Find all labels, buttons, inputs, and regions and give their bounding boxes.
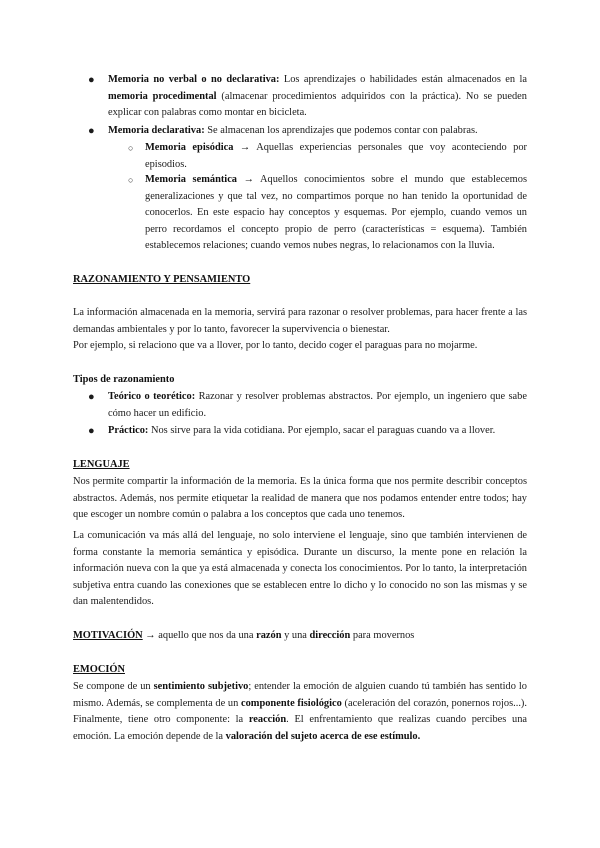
paragraph-text: Por ejemplo, si relaciono que va a llover, por lo tanto, decido coger el paraguas para no mojarme. <box>73 340 478 351</box>
item-text: → Aquellos conocimientos sobre el mundo que establecemos generalizaciones y que tal vez, no compartimos porque no han tenido la oportunidad de conocerlos. En este espacio hay conceptos y esquemas. Por ejemplo, cuando vemos un perro recordamos el concepto propio de perro (características = esquema). También establecemos relaciones; cuando vemos nubes negras, lo relacionamos con la lluvia. <box>145 174 527 251</box>
heading-lenguaje <box>73 457 527 474</box>
term-memoria-episodica: Memoria episódica <box>145 142 234 153</box>
list-item-teorico <box>88 389 527 422</box>
bullet-icon: ● <box>88 391 95 403</box>
paragraph-text <box>73 679 527 745</box>
term-direccion: dirección <box>309 630 351 641</box>
term-sentimiento-subjetivo: sentimiento subjetivo <box>153 681 249 692</box>
bullet-icon: ● <box>88 125 95 137</box>
item-text: Razonar y resolver problemas abstractos. Por ejemplo, un ingeniero que sabe cómo hacer un edificio. <box>108 391 527 419</box>
paragraph-text: La comunicación va más allá del lenguaje, no solo interviene el lenguaje, sino que también intervienen de forma constante la memoria semántica y episódica. Durante un discurso, la mente pone en relación la información nueva con la que ya está almacenada y conecta los conocimientos. Por lo tanto, la interpretación subjetiva entra cuando las conexiones que se establecen entre lo dicho y lo conocido no son las mismas y se dan malentendidos. <box>73 530 527 607</box>
item-text: → Aquellas experiencias personales que voy aconteciendo por episodios. <box>145 142 527 170</box>
paragraph-razonamiento <box>73 305 527 355</box>
term-reaccion: reacción <box>248 714 287 725</box>
bullet-icon: ● <box>88 425 95 437</box>
subheading-text: Tipos de razonamiento <box>73 374 175 385</box>
list-item-practico <box>88 423 527 440</box>
circle-bullet-icon: ○ <box>128 175 134 185</box>
inline-text: . El enfrentamiento que realizas cuando percibes una emoción. La emoción depende de la <box>73 714 527 742</box>
subheading-tipos-razonamiento <box>73 372 527 389</box>
list-item-memoria-no-verbal <box>88 72 527 122</box>
item-text: Los aprendizajes o habilidades están almacenados en la <box>279 74 527 85</box>
term-practico: Práctico: <box>108 425 149 436</box>
heading-razonamiento <box>73 272 527 289</box>
term-teorico: Teórico o teorético: <box>108 391 196 402</box>
inline-text: (aceleración del corazón, ponernos rojos...). Finalmente, tiene otro componente: la <box>73 697 527 725</box>
term-valoracion: valoración del sujeto acerca de ese estímulo. <box>225 730 421 742</box>
item-text: (almacenar procedimientos adquiridos con la práctica). No se pueden explicar con palabras como montar en bicicleta. <box>108 90 527 118</box>
term-componente-fisiologico: componente fisiológico <box>241 697 342 709</box>
term-razon: razón <box>256 630 282 641</box>
sublist-item-memoria-semantica <box>128 172 527 255</box>
paragraph-text: Nos permite compartir la información de la memoria. Es la única forma que nos permite describir conceptos abstractos. Además, nos permite etiquetar la realidad de manera que nos podamos entender entre todos; hay que escoger un nombre común o palabra a los conceptos que cada uno tenemos. <box>73 476 527 520</box>
sublist-item-memoria-episodica <box>128 140 527 173</box>
paragraph-emocion <box>73 679 527 745</box>
circle-bullet-icon: ○ <box>128 143 134 153</box>
item-text: Se almacenan los aprendizajes que podemos contar con palabras. <box>204 125 478 136</box>
section-heading: MOTIVACIÓN <box>73 630 143 641</box>
term-memoria-semantica: Memoria semántica <box>145 174 238 185</box>
inline-text: → aquello que nos da una <box>142 630 257 641</box>
term-memoria-no-verbal: Memoria no verbal o no declarativa: <box>108 74 280 85</box>
term-memoria-procedimental: memoria procedimental <box>108 90 217 102</box>
inline-text: y una <box>281 630 310 641</box>
paragraph-text: La información almacenada en la memoria, servirá para razonar o resolver problemas, para hacer frente a las demandas ambientales y por lo tanto, favorecer la supervivencia o bienestar. <box>73 307 527 335</box>
list-item-memoria-declarativa <box>88 123 527 140</box>
motivacion-line <box>73 628 527 645</box>
inline-text: para movernos <box>350 630 415 641</box>
section-heading: LENGUAJE <box>73 459 130 470</box>
section-heading: EMOCIÓN <box>73 664 125 675</box>
item-text: Nos sirve para la vida cotidiana. Por ejemplo, sacar el paraguas cuando va a llover. <box>148 425 496 436</box>
heading-emocion <box>73 662 527 679</box>
term-memoria-declarativa: Memoria declarativa: <box>108 125 205 136</box>
paragraph-lenguaje-2 <box>73 528 527 611</box>
inline-text: Se compone de un <box>73 681 154 692</box>
inline-text: ; entender la emoción de alguien cuando tú también has sentido lo mismo. Además, se complementa de un <box>73 681 527 709</box>
paragraph-lenguaje-1 <box>73 474 527 524</box>
bullet-icon: ● <box>88 74 95 86</box>
section-heading: RAZONAMIENTO Y PENSAMIENTO <box>73 274 251 285</box>
